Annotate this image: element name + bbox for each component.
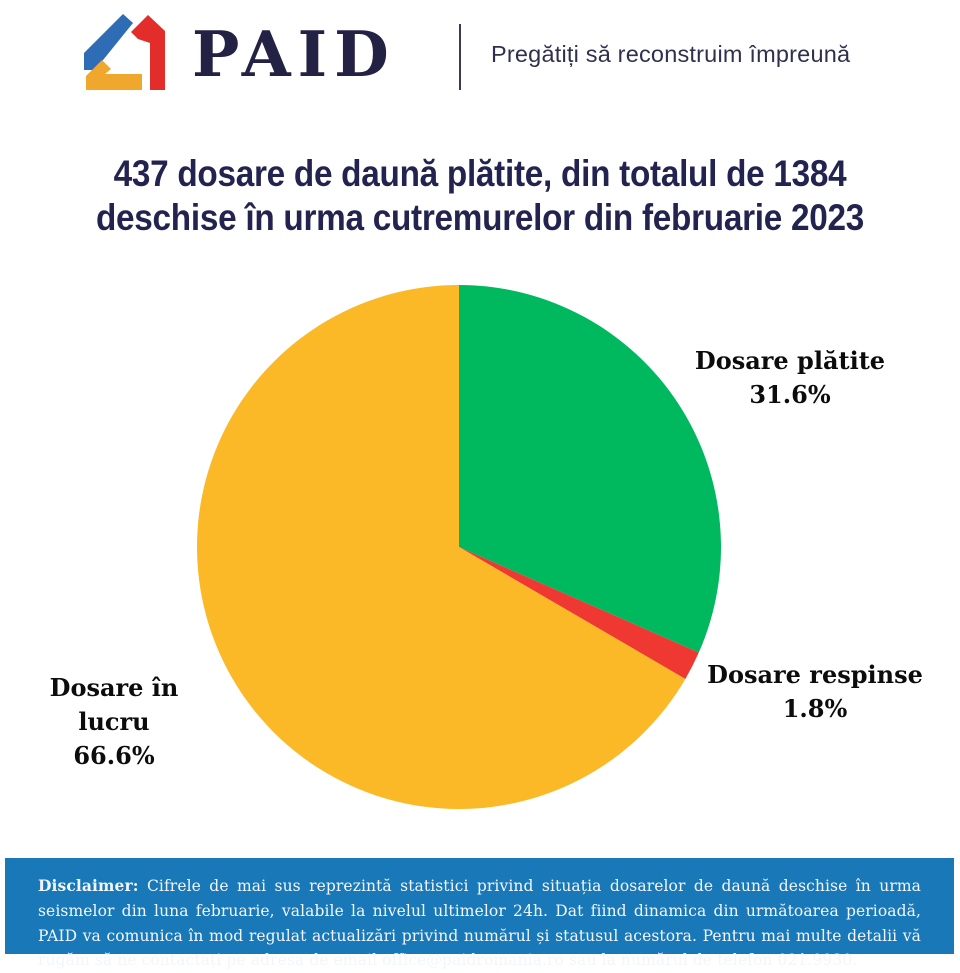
brand-tagline: Pregătiți să reconstruim împreună bbox=[491, 40, 851, 67]
slice-label-dosare-respinse bbox=[703, 658, 927, 726]
slice-label-dosare-platite bbox=[688, 344, 892, 412]
header bbox=[0, 0, 960, 110]
slice-value-text: 1.8% bbox=[782, 694, 848, 724]
disclaimer-label: Disclaimer: bbox=[38, 876, 139, 895]
disclaimer-banner bbox=[5, 858, 954, 970]
disclaimer-text bbox=[38, 874, 921, 973]
header-divider bbox=[459, 24, 461, 90]
slice-label-dosare-in-lucru bbox=[12, 671, 216, 773]
slice-label-text: Dosare în lucru bbox=[49, 673, 179, 737]
slice-label-text: Dosare plătite bbox=[694, 346, 886, 375]
page-title-line1: 437 dosare de daună plătite, din totalul de 1384 bbox=[113, 153, 847, 194]
disclaimer-body: Cifrele de mai sus reprezintă statistici privind situația dosarelor de daună deschise în urma seismelor din luna februarie, valabile la nivelul ultimelor 24h. Dat fiind dinamica din următoarea perioadă, PAID va comunica în mod regulat actualizări privind numărul și statusul acestora. Pentru mai multe detalii vă rugăm să ne contactați pe adresa de email office@paidromania.ro sau la numărul de telefon 021.9930. bbox=[38, 877, 921, 970]
pie-chart-area bbox=[197, 285, 721, 809]
page-title bbox=[48, 152, 912, 239]
logo-roof-left-blue bbox=[84, 14, 133, 70]
slice-value-text: 66.6% bbox=[73, 741, 155, 771]
brand-wordmark: PAID bbox=[192, 17, 396, 91]
slice-value-text: 31.6% bbox=[749, 380, 831, 410]
page-title-line2: deschise în urma cutremurelor din februarie 2023 bbox=[95, 196, 865, 238]
pie-chart bbox=[197, 285, 721, 809]
paid-house-logo-icon bbox=[78, 12, 184, 104]
slice-label-text: Dosare respinse bbox=[707, 660, 923, 689]
